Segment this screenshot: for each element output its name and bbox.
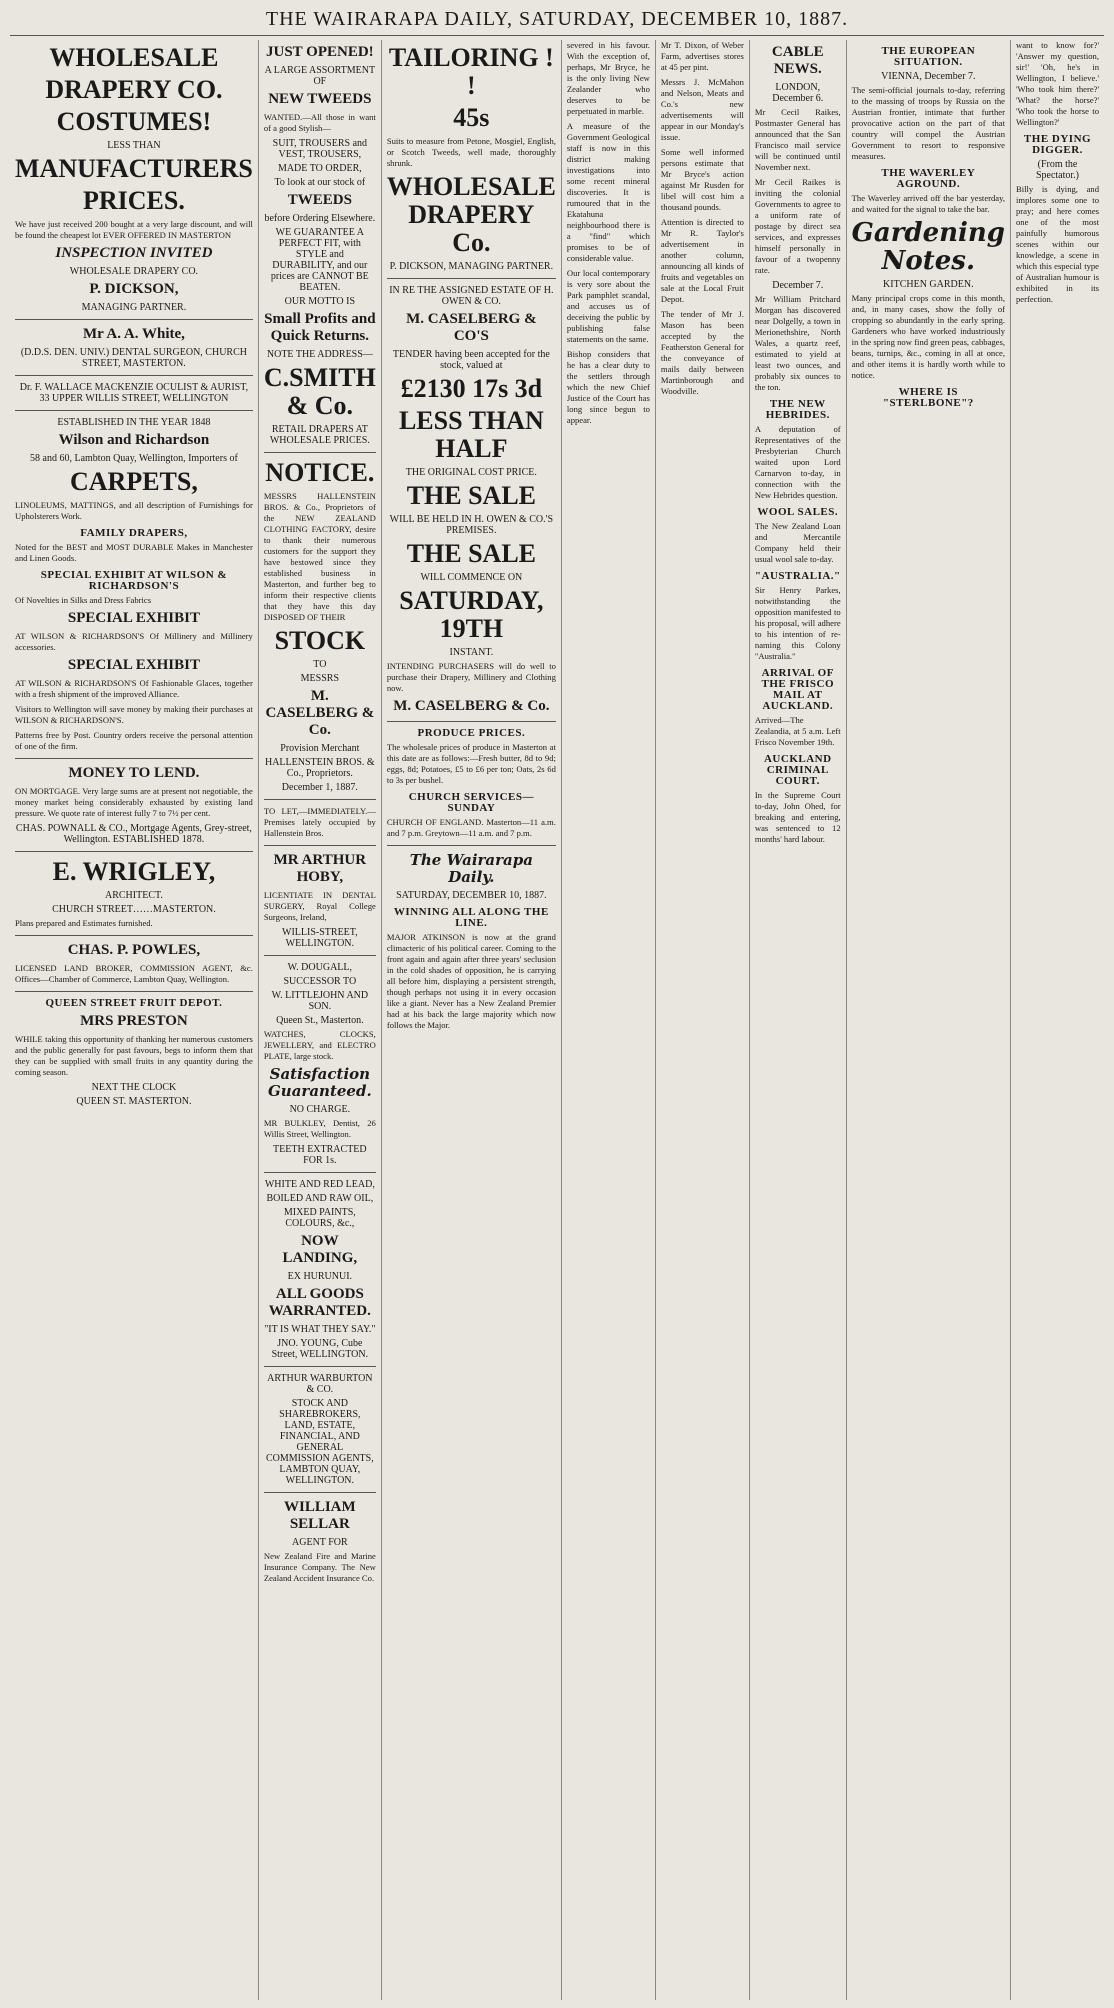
agent-for: AGENT FOR (292, 1537, 348, 1548)
visitors: Visitors to Wellington will save money by making their purchases at WILSON & RICHARDSON'S. (15, 704, 253, 725)
family-heading: FAMILY DRAPERS, (80, 527, 188, 539)
ex-hurunui: EX HURUNUI. (287, 1271, 353, 1282)
special-3-sub: AT WILSON & RICHARDSON'S Of Fashionable Glaces, together with a fresh shipment of the improved Alliance. (15, 678, 253, 699)
intro-text: We have just received 200 bought at a very large discount, and will be found the cheapest lot EVER OFFERED IN MASTERTON (15, 219, 253, 240)
caselberg-name: M. CASELBERG & Co. (265, 688, 375, 738)
intending: INTENDING PURCHASERS will do well to purchase their Drapery, Millinery and Clothing now. (386, 661, 556, 693)
hebrides-heading: THE NEW HEBRIDES. (765, 398, 830, 421)
tender: TENDER having been accepted for the stock, valued at (392, 349, 550, 371)
col4-text-1: severed in his favour. With the exception of, perhaps, Mr Bryce, he is the only living New Zealander who deserves to be perpetuated in marble. (566, 40, 650, 116)
australia-heading: "AUSTRALIA." (754, 570, 841, 582)
spectator: (From the Spectator.) (1035, 159, 1080, 181)
warburton: ARTHUR WARBURTON & CO. (267, 1373, 373, 1395)
commence: WILL COMMENCE ON (420, 572, 523, 583)
tailoring-price: 45s (453, 103, 490, 132)
small-profits: Small Profits and Quick Returns. (264, 311, 376, 344)
col4-text-4: Bishop considers that he has a clear duty to the settlers through which the new Chief Justice of the Court has long since begun to appear. (566, 349, 650, 425)
london-2: December 7. (772, 280, 824, 291)
wdc-sub: P. DICKSON, MANAGING PARTNER. (389, 261, 554, 272)
bulkley: MR BULKLEY, Dentist, 26 Willis Street, Wellington. (263, 1118, 376, 1139)
instant: INSTANT. (449, 647, 494, 658)
motto: OUR MOTTO IS (284, 296, 356, 307)
just-opened: JUST OPENED! (266, 44, 374, 60)
amount: £2130 17s 3d (400, 374, 543, 403)
dickson-name: P. DICKSON, (89, 281, 179, 297)
next-clock: NEXT THE CLOCK (91, 1082, 177, 1093)
estate: IN RE THE ASSIGNED ESTATE OF H. OWEN & CO. (389, 285, 554, 307)
kitchen-garden: KITCHEN GARDEN. (883, 279, 974, 290)
before-ordering: before Ordering Elsewhere. (264, 213, 376, 224)
satisfaction: Satisfaction Guaranteed. (267, 1065, 372, 1100)
wilson-addr: 58 and 60, Lambton Quay, Wellington, Importers of (30, 453, 238, 464)
col5-text-2: Messrs J. McMahon and Nelson, Meats and Co.'s new advertisements will appear in our Monday's issue. (660, 77, 744, 142)
queen-st: Queen St., Masterton. (276, 1015, 364, 1026)
to-label: TO (313, 659, 327, 670)
frisco-heading: ARRIVAL OF THE FRISCO MAIL AT AUCKLAND. (761, 667, 835, 712)
smith-sub: RETAIL DRAPERS AT WHOLESALE PRICES. (269, 424, 370, 446)
carpets-heading: CARPETS, (70, 467, 198, 496)
column-5 (656, 40, 750, 2000)
watches: WATCHES, CLOCKS, JEWELLERY, and ELECTRO PLATE, large stock. (263, 1029, 376, 1061)
mixed: MIXED PAINTS, COLOURS, &c., (283, 1207, 356, 1229)
caselberg-4: M. CASELBERG & Co. (393, 698, 550, 714)
carpets-sub: LINOLEUMS, MATTINGS, and all description of Furnishings for Upholsterers Work. (15, 500, 253, 521)
best: "IT IS WHAT THEY SAY." (264, 1324, 376, 1335)
col4-text-2: A measure of the Government Geological staff is now in this district making investigations into some recent mineral discoveries. It is rumoured that in the Ekatahuna neighbourhood there is a "find" which promises to be of considerable value. (566, 121, 650, 263)
cable-text-2: Mr Cecil Raikes is inviting the colonial Governments to agree to a uniform rate of postage by direct sea services, and expresses himself personally in favour of a twopenny rate. (754, 177, 841, 275)
mackenzie: Dr. F. WALLACE MACKENZIE OCULIST & AURIST, 33 UPPER WILLIS STREET, WELLINGTON (19, 382, 249, 404)
winning-text: MAJOR ATKINSON is now at the grand climacteric of his political career. Coming to the front again and again after three years' seclusion in the cold shades of opposition, he is carrying all before him, displaying a persistent strength, though perhaps not using it in every occasion like a giant. Never has a New Zealand Premier had at his back the large majority which now follows the Major. (386, 932, 556, 1030)
church-text: CHURCH OF ENGLAND. Masterton—11 a.m. and 7 p.m. Greytown—11 a.m. and 7 p.m. (386, 817, 556, 838)
wrigley-addr: CHURCH STREET……MASTERTON. (52, 904, 216, 915)
columns (10, 40, 1104, 2000)
hoby-location: WILLIS-STREET, WELLINGTON. (282, 927, 358, 949)
est: ESTABLISHED IN THE YEAR 1848 (57, 417, 211, 428)
hoby-sub: LICENTIATE IN DENTAL SURGERY, Royal College Surgeons, Ireland, (263, 890, 376, 922)
column-1 (10, 40, 259, 2000)
column-7 (847, 40, 1011, 2000)
frisco-text: Arrived—The Zealandia, at 5 a.m. Left Frisco November 19th. (754, 715, 841, 747)
less-half: LESS THAN HALF (398, 406, 544, 463)
cable-news-heading: CABLE NEWS. (771, 44, 824, 77)
masthead: THE WAIRARAPA DAILY, SATURDAY, DECEMBER 10, 1887. (10, 8, 1104, 36)
chas-wells: CHAS. POWNALL & CO., Mortgage Agents, Grey-street, Wellington. ESTABLISHED 1878. (15, 823, 252, 845)
family-sub: Noted for the BEST and MOST DURABLE Makes in Manchester and Linen Goods. (15, 542, 253, 563)
column-8 (1011, 40, 1104, 2000)
costumes-heading: COSTUMES! (56, 107, 212, 136)
column-2 (259, 40, 382, 2000)
all-goods: ALL GOODS WARRANTED. (268, 1286, 371, 1319)
powles-heading: CHAS. P. POWLES, (67, 942, 201, 958)
criminal-text: In the Supreme Court to-day, John Ohed, for breaking and entering, was sentenced to 12 months' hard labour. (754, 790, 841, 844)
queen-st: QUEEN ST. MASTERTON. (76, 1096, 192, 1107)
church-heading: CHURCH SERVICES—SUNDAY (408, 791, 534, 814)
warburton-sub: STOCK AND SHAREBROKERS, LAND, ESTATE, FINANCIAL, AND GENERAL COMMISSION AGENTS, LAMBTON QUAY, WELLINGTON. (265, 1398, 374, 1486)
successor: SUCCESSOR TO (283, 976, 357, 987)
tailoring-heading: TAILORING ! ! (388, 43, 554, 100)
column-6 (750, 40, 847, 2000)
manufacturers-heading: MANUFACTURERS (15, 154, 253, 183)
special-1-sub: Of Novelties in Silks and Dress Fabrics (15, 595, 152, 605)
special-2-sub: AT WILSON & RICHARDSON'S Of Millinery and Millinery accessories. (15, 631, 253, 652)
white-red: WHITE AND RED LEAD, (264, 1179, 375, 1190)
drapery-heading: DRAPERY CO. (45, 75, 223, 104)
col8-text-1: want to know for?' 'Answer my question, sir!' 'Oh, he's in Wellington, I believe.' 'Who took him there?' 'What? the horse?' 'Who took the horse to Wellington?' (1016, 40, 1099, 127)
fruit-heading: QUEEN STREET FRUIT DEPOT. (45, 997, 223, 1009)
col5-text-5: The tender of Mr J. Mason has been accepted by the Featherston General for the conveyance of mails daily between Martinborough and Woodville. (660, 309, 744, 396)
white-name: Mr A. A. White, (82, 326, 185, 342)
paper-title: The Wairarapa Daily. (409, 851, 533, 886)
european-text: The semi-official journals to-day, referring to the massing of troops by Russia on the Austrian frontier, intimate that further provocative action on the part of that country will compel the Austrian Government to resort to responsive measures. (851, 85, 1005, 161)
col5-text-1: Mr T. Dixon, of Weber Farm, advertises stores at 45 per pint. (660, 40, 744, 72)
cable-text-3: Mr William Pritchard Morgan has discovered near Dolgelly, a town in Merionethshire, North Wales, a quartz reef, estimated to yield at least two ounces, and probably six ounces to the ton. (754, 294, 841, 392)
wrigley-sub: Plans prepared and Estimates furnished. (15, 918, 153, 928)
company-name: WHOLESALE DRAPERY CO. (69, 266, 199, 277)
vienna: VIENNA, December 7. (881, 71, 976, 82)
special-3: SPECIAL EXHIBIT (67, 657, 200, 673)
column-3 (382, 40, 562, 2000)
dougall: W. DOUGALL, (287, 962, 353, 973)
agent-sub: New Zealand Fire and Marine Insurance Company. The New Zealand Accident Insurance Co. (263, 1551, 376, 1583)
waverley-text: The Waverley arrived off the bar yesterday, and waited for the signal to take the bar. (851, 193, 1005, 214)
tweeds-2: TWEEDS (287, 192, 352, 208)
sale-sub: WILL BE HELD IN H. OWEN & CO.'S PREMISES. (389, 514, 554, 536)
wdc-heading: WHOLESALE DRAPERY Co. (386, 172, 556, 257)
wool-text: The New Zealand Loan and Mercantile Company held their usual wool sale to-day. (754, 521, 841, 564)
inspection-heading: INSPECTION INVITED (55, 245, 213, 261)
white-info: (D.D.S. DEN. UNIV.) DENTAL SURGEON, CHURCH STREET, MASTERTON. (20, 347, 247, 369)
prices-heading: PRICES. (83, 186, 185, 215)
produce-text: The wholesale prices of produce in Masterton at this date are as follows:—Fresh butter, 8d to 9d; eggs, 8d; Potatoes, £5 to £6 per ton; Oats, 2s 6d to 3s per bushel. (386, 742, 556, 785)
col4-text-3: Our local contemporary is very sore about the Park pamphlet scandal, and accuses us of deceiving the public by publishing false statements on the same. (566, 268, 650, 344)
caselberg-3: M. CASELBERG & CO'S (406, 311, 537, 344)
now-landing: NOW LANDING, (282, 1233, 358, 1266)
wrigley-role: ARCHITECT. (104, 890, 163, 901)
col5-text-4: Attention is directed to Mr R. Taylor's advertisement in another column, announcing all kinds of fruits and vegetables on sale at the Local Fruit Depot. (660, 217, 744, 304)
hoby-heading: MR ARTHUR HOBY, (273, 852, 367, 885)
winning-heading: WINNING ALL ALONG THE LINE. (393, 906, 549, 929)
items: SUIT, TROUSERS and VEST, TROUSERS, (272, 138, 368, 160)
boiled: BOILED AND RAW OIL, (266, 1193, 374, 1204)
powles-sub: LICENSED LAND BROKER, COMMISSION AGENT, &c. Offices—Chamber of Commerce, Lambton Quay, Wellington. (15, 963, 253, 984)
stock-heading: STOCK (274, 626, 366, 655)
sale-1: THE SALE (406, 481, 537, 510)
hallenstein: HALLENSTEIN BROS. & Co., Proprietors. (264, 757, 375, 779)
young: JNO. YOUNG, Cube Street, WELLINGTON. (271, 1338, 369, 1360)
wool-heading: WOOL SALES. (757, 506, 839, 518)
special-2: SPECIAL EXHIBIT (67, 610, 200, 626)
guarantee: WE GUARANTEE A PERFECT FIT, with STYLE and DURABILITY, and our prices are CANNOT BE BEATEN. (270, 227, 369, 293)
money-heading: MONEY TO LEND. (68, 765, 200, 781)
hebrides-text: A deputation of Representatives of the Presbyterian Church waited upon Lord Carnarvon to-day, in connection with the New Hebrides question. (754, 424, 841, 500)
preston-heading: MRS PRESTON (80, 1013, 188, 1029)
produce-heading: PRODUCE PRICES. (417, 727, 526, 739)
special-1: SPECIAL EXHIBIT AT WILSON & RICHARDSON'S (40, 569, 228, 592)
european-heading: THE EUROPEAN SITUATION. (881, 45, 976, 68)
wholesale-heading: WHOLESALE (49, 43, 219, 72)
notice-text: MESSRS HALLENSTEIN BROS. & Co., Proprietors of the NEW ZEALAND CLOTHING FACTORY, desire to thank their numerous customers for the support they have bestowed since they established business in Masterton, and further beg to inform their respective clients that they have this day DISPOSED OF THEIR (263, 491, 376, 622)
sterling-heading: WHERE IS "STERLBONE"? (882, 386, 974, 409)
wanted: WANTED.—All those in want of a good Stylish— (263, 112, 376, 133)
made-to-order: MADE TO ORDER, (277, 163, 362, 174)
wrigley-heading: E. WRIGLEY, (52, 857, 216, 886)
notice-date: December 1, 1887. (281, 782, 358, 793)
prov-merchant: Provision Merchant (280, 743, 360, 754)
criminal-heading: AUCKLAND CRIMINAL COURT. (763, 753, 832, 787)
notice-heading: NOTICE. (265, 458, 375, 487)
teeth: TEETH EXTRACTED FOR 1s. (273, 1144, 367, 1166)
look-at: To look at our stock of (274, 177, 366, 188)
preston-sub: WHILE taking this opportunity of thanking her numerous customers and the public generally for past favours, begs to inform them that they can be supplied with small fruits in any quantity during the coming season. (15, 1034, 253, 1077)
dickson-role: MANAGING PARTNER. (81, 302, 187, 313)
smith-co: C.SMITH & Co. (263, 363, 376, 420)
sale-2: THE SALE (406, 539, 537, 568)
note-address: NOTE THE ADDRESS— (266, 349, 373, 360)
gardening-heading: Gardening Notes. (851, 218, 1005, 276)
paper-date: SATURDAY, DECEMBER 10, 1887. (396, 890, 547, 901)
original: THE ORIGINAL COST PRICE. (405, 467, 537, 478)
large-assortment: A LARGE ASSORTMENT OF (264, 65, 376, 87)
new-tweeds: NEW TWEEDS (268, 91, 372, 107)
waverley-heading: THE WAVERLEY AGROUND. (881, 167, 976, 190)
wilson-heading: Wilson and Richardson (58, 432, 210, 448)
garden-text: Many principal crops come in this month, and, in many cases, show the folly of cropping so abundantly in the early spring. Gardeners who have worked industriously in the spring now find green peas, cabbages, beans, turnips, &c., coming in all at once, and other items it is hardly worth while to notice. (851, 293, 1005, 380)
to-let: TO LET,—IMMEDIATELY.—Premises lately occupied by Hallenstein Bros. (263, 806, 376, 838)
less-than: LESS THAN (107, 140, 161, 151)
australia-text: Sir Henry Parkes, notwithstanding the opposition manifested to his proposal, will adhere to his intention of re-naming this Colony "Australia." (754, 585, 841, 661)
money-sub: ON MORTGAGE. Very large sums are at present not negotiable, the money market being considerably exhausted by existing land pressure. We quote rate of interest fully 7 to 7½ per cent. (15, 786, 253, 818)
col8-text-2: Billy is dying, and implores some one to pray; and here comes one of the most painfully humorous scenes within our knowledge, a scene in which this especial type of Australian humour is exhibited in its perfection. (1016, 184, 1099, 304)
sellar: WILLIAM SELLAR (284, 1499, 356, 1532)
messrs-label: MESSRS (300, 673, 340, 684)
column-4 (562, 40, 656, 2000)
no-charge: NO CHARGE. (289, 1104, 351, 1115)
patterns: Patterns free by Post. Country orders receive the personal attention of one of the firm. (15, 730, 253, 751)
saturday: SATURDAY, 19TH (399, 586, 544, 643)
cable-text-1: Mr Cecil Raikes, Postmaster General has announced that the San Francisco mail service will be continued until November next. (754, 107, 841, 172)
digger-heading: THE DYING DIGGER. (1023, 133, 1092, 156)
london-1: LONDON, December 6. (772, 82, 824, 104)
tailoring-suits: Suits to measure from Petone, Mosgiel, English, or Scotch Tweeds, well made, thoroughly shrunk. (386, 136, 556, 168)
littlejohn: W. LITTLEJOHN AND SON. (271, 990, 369, 1012)
col5-text-3: Some well informed persons estimate that Mr Bryce's action against Mr Rusden for libel will cost him a thousand pounds. (660, 147, 744, 212)
